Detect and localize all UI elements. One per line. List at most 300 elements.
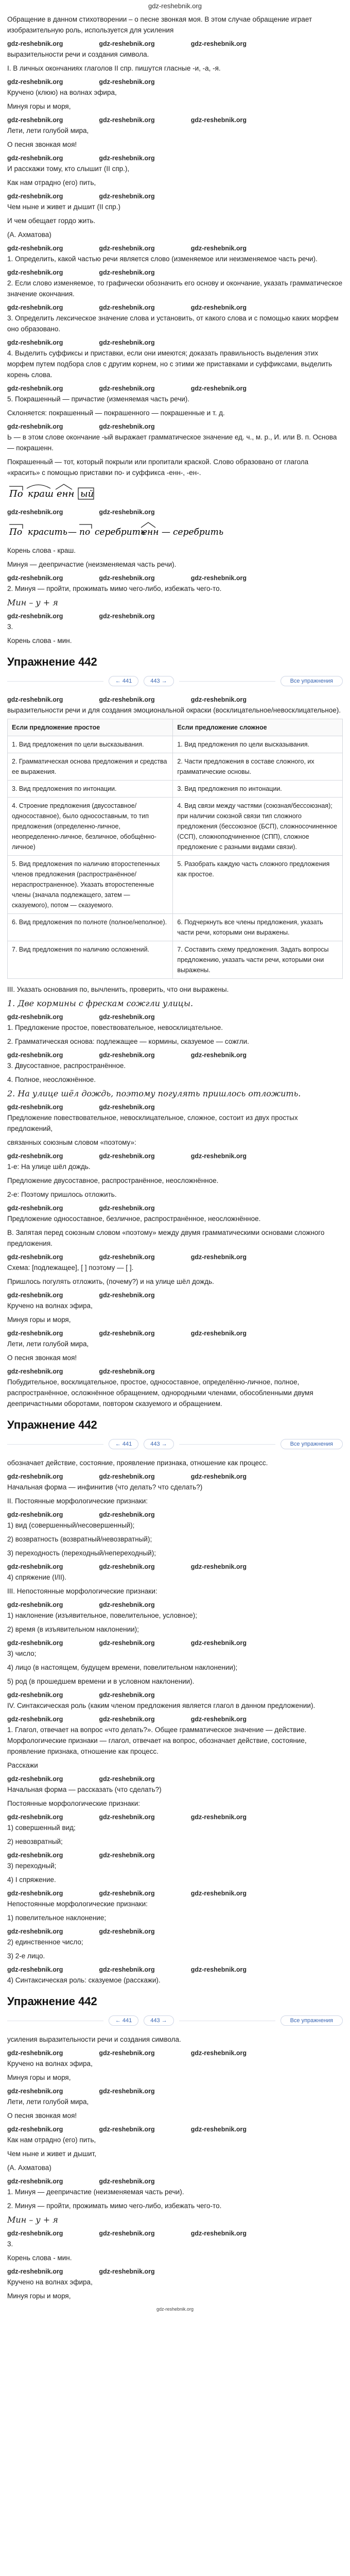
watermark-row [7,1203,343,1213]
table-cell: 3. Вид предложения по интонации. [173,781,343,798]
watermark: gdz-reshebnik.org [7,1890,63,1897]
watermark-row [7,2086,343,2096]
table-cell: 7. Вид предложения по наличию осложнений. [8,941,173,979]
watermark-row [7,694,343,705]
watermark: gdz-reshebnik.org [99,2049,155,2057]
watermark-row [7,1290,343,1300]
text-line: 3) переходность (переходный/непереходный); [7,1549,156,1557]
pager [7,2015,343,2026]
text-line: II. Постоянные морфологические признаки: [7,1497,148,1505]
watermark: gdz-reshebnik.org [99,1639,155,1647]
text-line: Схема: [подлежащее], [ ] поэтому — [ ]. [7,1264,134,1272]
text-line: Кручено на волнах эфира, [7,2278,93,2286]
watermark: gdz-reshebnik.org [99,1052,155,1059]
pager-prev-button[interactable]: ← 441 [109,676,138,686]
watermark: gdz-reshebnik.org [7,269,63,276]
watermark: gdz-reshebnik.org [7,1775,63,1783]
table-cell: 1. Вид предложения по цели высказывания. [173,736,343,753]
watermark: gdz-reshebnik.org [99,78,155,86]
watermark: gdz-reshebnik.org [99,1292,155,1299]
table-cell: 6. Вид предложения по полноте (полное/неполное). [8,914,173,941]
watermark: gdz-reshebnik.org [99,245,155,252]
text-line: 4) I спряжение. [7,1876,56,1884]
text-line: 4. Полное, неосложнённое. [7,1076,96,1083]
pager-next-button[interactable]: 443 → [144,2015,173,2026]
watermark: gdz-reshebnik.org [7,1292,63,1299]
watermark: gdz-reshebnik.org [7,1052,63,1059]
text-line: О песня звонкая моя! [7,2112,77,2120]
text-line: Лети, лети голубой мира, [7,1340,89,1348]
watermark: gdz-reshebnik.org [99,1890,155,1897]
text-line: 2. Грамматическая основа: подлежащее — кормины, сказуемое — сожгли. [7,1038,249,1045]
watermark: gdz-reshebnik.org [7,2178,63,2185]
part-3 [0,1995,350,2312]
table-row [8,941,343,979]
watermark: gdz-reshebnik.org [7,1966,63,1973]
watermark: gdz-reshebnik.org [99,193,155,200]
text-line: Как нам отрадно (его) пить, [7,2136,96,2144]
text-line: 3) переходный; [7,1862,57,1870]
watermark-row [7,1050,343,1060]
text-line: 2. Минуя — пройти, прожимать мимо чего-либо, избежать чего-то. [7,2202,222,2210]
text-line: 3) 2-е лицо. [7,1952,45,1960]
table-cell: 7. Составить схему предложения. Задать вопросы предложению, указать части речи, которыми они выражены. [173,941,343,979]
text-line: Лети, лети голубой мира, [7,127,89,134]
watermark: gdz-reshebnik.org [99,1330,155,1337]
watermark: gdz-reshebnik.org [190,116,247,124]
text-line: Начальная форма — инфинитив (что делать? что сделать?) [7,1483,203,1491]
section-title: Упражнение 442 [7,1995,97,2008]
site-top-label[interactable]: gdz-reshebnik.org [148,2,202,10]
watermark: gdz-reshebnik.org [7,155,63,162]
scheme-part-suffix: енн [57,488,75,499]
watermark-row [7,1252,343,1262]
watermark-row [7,1510,343,1520]
table-row [8,914,343,941]
watermark-row [7,77,343,87]
all-exercises-button[interactable]: Все упражнения [281,1439,343,1449]
text-line: 1. Предложение простое, повествовательное, невосклицательное. [7,1024,223,1031]
watermark: gdz-reshebnik.org [99,1511,155,1518]
watermark: gdz-reshebnik.org [99,1205,155,1212]
watermark: gdz-reshebnik.org [190,1253,247,1261]
watermark: gdz-reshebnik.org [190,304,247,311]
watermark: gdz-reshebnik.org [99,509,155,516]
watermark: gdz-reshebnik.org [99,2088,155,2095]
text-line: Постоянные морфологические признаки: [7,1800,141,1807]
watermark: gdz-reshebnik.org [99,696,155,703]
text-line: 4) спряжение (I/II). [7,1573,67,1581]
divider [179,1444,275,1445]
table-cell: 1. Вид предложения по цели высказывания. [8,736,173,753]
watermark: gdz-reshebnik.org [7,1330,63,1337]
watermark: gdz-reshebnik.org [7,2126,63,2133]
analysis-table [7,719,343,979]
table-row [8,781,343,798]
watermark: gdz-reshebnik.org [7,1639,63,1647]
pager-prev-button[interactable]: ← 441 [109,2015,138,2026]
table-cell: 3. Вид предложения по интонации. [8,781,173,798]
table-cell: 4. Вид связи между частями (союзная/бессоюзная); при наличии союзной связи тип сложного предложения (бессоюзное (БСП), сложносочиненное (ССП), сложноподчиненное (СПП), сложное предложение с разными видами связи). [173,798,343,856]
watermark: gdz-reshebnik.org [99,116,155,124]
text-line: 2-е: Поэтому пришлось отложить. [7,1191,117,1198]
scheme-part: серебрить [95,527,146,537]
watermark-row [7,302,343,313]
watermark: gdz-reshebnik.org [190,245,247,252]
watermark: gdz-reshebnik.org [7,1511,63,1518]
watermark: gdz-reshebnik.org [190,696,247,703]
text-line: 2) невозвратный; [7,1838,63,1845]
pager-next-button[interactable]: 443 → [144,1439,173,1449]
text-line: Побудительное, восклицательное, простое, односоставное, определённо-личное, полное, распространённое, осложнённое обращением, однородными членами, обособленными двумя деепричастными оборотами, повтором сказуемого и обращением. [7,1378,313,1408]
text-line: связанных союзным словом «поэтому»: [7,1139,136,1146]
scheme-part: енн [142,527,159,537]
watermark-row [7,1888,343,1899]
watermark: gdz-reshebnik.org [99,1368,155,1375]
text-line: О песня звонкая моя! [7,141,77,148]
watermark: gdz-reshebnik.org [7,339,63,346]
watermark: gdz-reshebnik.org [99,1814,155,1821]
text-line: 1. Определить, какой частью речи является слово (изменяемое или неизменяемое часть речи). [7,255,318,263]
text-line: Минуя горы и моря, [7,2292,71,2300]
all-exercises-button[interactable]: Все упражнения [281,676,343,686]
watermark: gdz-reshebnik.org [99,269,155,276]
text-line: 3. Двусоставное, распространённое. [7,1062,126,1070]
watermark-row [7,1562,343,1572]
watermark-row [7,1926,343,1937]
watermark-row [7,1151,343,1161]
watermark-row [7,507,343,517]
watermark: gdz-reshebnik.org [7,2230,63,2237]
watermark-row [7,1690,343,1700]
text-line: I. В личных окончаниях глаголов II спр. пишутся гласные -и, -а, -я. [7,64,221,72]
watermark: gdz-reshebnik.org [7,1153,63,1160]
scheme-part: по [79,527,91,537]
text-line: Предложение односоставное, безличное, распространённое, неосложнённое. [7,1215,261,1223]
text-line: III. Непостоянные морфологические признаки: [7,1587,157,1595]
formula: Мин – у + я [7,2215,58,2225]
text-line: выразительности речи и для создания эмоциональной окраски (восклицательное/невосклицательное). [7,706,341,714]
table-cell: 2. Грамматическая основа предложения и средства ее выражения. [8,753,173,781]
watermark-row [7,1638,343,1648]
text-line: 1) наклонение (изъявительное, повелительное, условное); [7,1612,197,1619]
text-line: 4) лицо (в настоящем, будущем времени, повелительном наклонении); [7,1664,238,1671]
watermark: gdz-reshebnik.org [99,1601,155,1608]
watermark: gdz-reshebnik.org [7,1368,63,1375]
watermark: gdz-reshebnik.org [99,613,155,620]
watermark: gdz-reshebnik.org [7,1928,63,1935]
morpheme-scheme-1 [7,481,151,503]
watermark: gdz-reshebnik.org [7,304,63,311]
watermark-row [7,1471,343,1482]
text-line: В. Запятая перед союзным словом «поэтому» между двумя грамматическими основами сложного предложения. [7,1229,325,1247]
watermark: gdz-reshebnik.org [99,2268,155,2275]
section-title: Упражнение 442 [7,655,97,668]
watermark-row [7,2176,343,2187]
watermark: gdz-reshebnik.org [190,1330,247,1337]
watermark: gdz-reshebnik.org [7,1716,63,1723]
pager [7,1439,343,1449]
scheme-part-prefix: По [9,488,23,499]
watermark: gdz-reshebnik.org [190,1966,247,1973]
watermark-row [7,2228,343,2239]
watermark: gdz-reshebnik.org [7,40,63,47]
text-line: Предложение двусоставное, распространённое, неосложнённое. [7,1177,219,1184]
handwritten-sentence-2: 2. На улице шёл дождь, поэтому погулять пришлось отложить. [7,1089,301,1098]
watermark: gdz-reshebnik.org [190,1639,247,1647]
text-line: III. Указать основания по, вычленить, проверить, что они выражены. [7,986,229,993]
text-line: 4. Выделить суффиксы и приставки, если они имеются; доказать правильность выделения этих морфем путем подбора слов с другим корнем, но с этими же приставками и суффиксами, выделить корень слова. [7,349,332,379]
watermark-row [7,1600,343,1610]
text-line: Минуя — деепричастие (неизменяемая часть речи). [7,561,177,568]
watermark: gdz-reshebnik.org [7,509,63,516]
watermark: gdz-reshebnik.org [99,1716,155,1723]
watermark-row [7,1774,343,1784]
watermark-row [7,1964,343,1975]
watermark: gdz-reshebnik.org [99,1775,155,1783]
watermark: gdz-reshebnik.org [7,193,63,200]
text-line: Кручено (клюю) на волнах эфира, [7,89,117,96]
text-line: Как нам отрадно (его) пить, [7,179,96,187]
text-line: 1. Минуя — деепричастие (неизменяемая часть речи). [7,2188,184,2196]
text-line: Минуя горы и моря, [7,2074,71,2081]
text-line: Кручено на волнах эфира, [7,2060,93,2067]
text-line: О песня звонкая моя! [7,1354,77,1362]
watermark-row [7,2266,343,2277]
watermark: gdz-reshebnik.org [99,1966,155,1973]
text-line: И расскажи тому, кто слышит (II спр.), [7,165,130,173]
watermark: gdz-reshebnik.org [7,574,63,582]
watermark: gdz-reshebnik.org [99,574,155,582]
watermark: gdz-reshebnik.org [99,1013,155,1021]
pager-next-button[interactable]: 443 → [144,676,173,686]
watermark: gdz-reshebnik.org [7,1691,63,1699]
text-line: 1) повелительное наклонение; [7,1914,107,1922]
watermark-row [7,115,343,125]
watermark: gdz-reshebnik.org [7,78,63,86]
watermark: gdz-reshebnik.org [99,1253,155,1261]
section-title: Упражнение 442 [7,1418,97,1431]
table-cell: 4. Строение предложения (двусоставное/односоставное), было односоставным, то тип предложения (определенно-личное, неопределенно-личное, безличное, обобщённо-личное) [8,798,173,856]
watermark: gdz-reshebnik.org [7,1814,63,1821]
all-exercises-button[interactable]: Все упражнения [281,2015,343,2026]
watermark: gdz-reshebnik.org [7,613,63,620]
table-cell: 5. Разобрать каждую часть сложного предложения как простое. [173,856,343,914]
watermark: gdz-reshebnik.org [7,1473,63,1480]
watermark: gdz-reshebnik.org [99,385,155,392]
watermark: gdz-reshebnik.org [99,2230,155,2237]
text-line: Обращение в данном стихотворении – о песне звонкая моя. В этом случае обращение играет изобразительную роль, используется для усиления [7,15,312,34]
watermark: gdz-reshebnik.org [190,2126,247,2133]
scheme-part: серебрить [173,527,224,537]
watermark: gdz-reshebnik.org [99,155,155,162]
watermark: gdz-reshebnik.org [190,574,247,582]
divider [179,681,275,682]
pager [7,676,343,686]
text-line: 3. [7,623,13,631]
watermark-row [7,2048,343,2058]
text-line: обозначает действие, состояние, проявление признака, отношение как процесс. [7,1459,268,1467]
watermark: gdz-reshebnik.org [99,1473,155,1480]
text-line: 2) возвратность (возвратный/невозвратный); [7,1535,152,1543]
watermark: gdz-reshebnik.org [99,1104,155,1111]
text-line: Пришлось погулять отложить, (почему?) и на улице шёл дождь. [7,1278,214,1285]
watermark: gdz-reshebnik.org [7,1852,63,1859]
watermark-row [7,337,343,348]
watermark: gdz-reshebnik.org [99,1852,155,1859]
table-row [8,798,343,856]
watermark: gdz-reshebnik.org [190,1890,247,1897]
divider [7,1444,103,1445]
watermark: gdz-reshebnik.org [99,1563,155,1570]
scheme-part-root: краш [28,488,54,499]
watermark: gdz-reshebnik.org [7,1563,63,1570]
text-line: 2) время (в изъявительном наклонении); [7,1625,139,1633]
watermark-row [7,1328,343,1338]
text-line: Минуя горы и моря, [7,103,71,110]
watermark: gdz-reshebnik.org [190,1563,247,1570]
table-header: Если предложение сложное [173,719,343,736]
watermark-row [7,1850,343,1860]
text-line: Предложение повествовательное, невосклицательное, сложное, состоит из двух простых предложений, [7,1114,298,1132]
text-line: 1. Глагол, отвечает на вопрос «что делать?». Общее грамматическое значение — действие. Морфологические признаки — глагол, отвечает на вопрос, обозначает действие, состояние, проявление признака, отношение как процесс. [7,1726,307,1755]
watermark-row [7,1366,343,1377]
scheme-part: красить [28,527,68,537]
scheme-separator: — [68,527,77,537]
scheme-part: По [9,527,23,537]
text-line: (А. Ахматова) [7,2164,51,2172]
watermark-row [7,573,343,583]
text-line: выразительности речи и создания символа. [7,50,149,58]
watermark: gdz-reshebnik.org [190,385,247,392]
watermark: gdz-reshebnik.org [99,1928,155,1935]
watermark-row [7,1102,343,1112]
watermark-row [7,243,343,253]
watermark-row [7,1012,343,1022]
text-line: 3) число; [7,1650,37,1657]
watermark: gdz-reshebnik.org [190,40,247,47]
watermark: gdz-reshebnik.org [190,1716,247,1723]
table-row [8,753,343,781]
watermark: gdz-reshebnik.org [7,1601,63,1608]
watermark: gdz-reshebnik.org [7,423,63,430]
watermark: gdz-reshebnik.org [190,2230,247,2237]
watermark-row [7,2124,343,2134]
text-line: Корень слова - мин. [7,637,72,645]
text-line: И чем обещает гордо жить. [7,217,96,225]
watermark: gdz-reshebnik.org [7,2049,63,2057]
text-line: Кручено на волнах эфира, [7,1302,93,1310]
text-line: Чем ныне и живет и дышит, [7,2150,96,2158]
text-line: Покрашенный — тот, который покрыли или пропитали краской. Слово образовано от глагола «красить» с помощью приставки по- и суффикса -енн-, -ен-. [7,458,309,477]
text-line: Расскажи [7,1761,38,1769]
table-row [8,856,343,914]
watermark-row [7,1812,343,1822]
table-cell: 5. Вид предложения по наличию второстепенных членов предложения (распространённое/нераспространенное). Указать второстепенные члены (значала подлежащего, затем — сказуемого), потом — сказуемого. [8,856,173,914]
watermark: gdz-reshebnik.org [190,1153,247,1160]
watermark: gdz-reshebnik.org [7,245,63,252]
watermark-row [7,191,343,201]
text-line: Склоняется: покрашенный — покрашенного — покрашенные и т. д. [7,409,225,417]
watermark: gdz-reshebnik.org [99,339,155,346]
text-line: 1) совершенный вид; [7,1824,76,1832]
root-mark [27,485,50,488]
text-line: Ь — в этом слове окончание -ый выражает грамматическое значение ед. ч., м. р., И. или В. п. Основа — покрашенн. [7,433,337,452]
text-line: Чем ныне и живет и дышит (II спр.) [7,203,121,211]
text-line: (А. Ахматова) [7,231,51,239]
text-line: 4) Синтаксическая роль: сказуемое (расскажи). [7,1976,161,1984]
part-1 [0,14,350,646]
table-row [8,736,343,753]
text-line: 5) род (в прошедшем времени и в условном наклонении). [7,1677,195,1685]
pager-prev-button[interactable]: ← 441 [109,1439,138,1449]
watermark: gdz-reshebnik.org [99,40,155,47]
table-cell: 2. Части предложения в составе сложного, их грамматические основы. [173,753,343,781]
morpheme-scheme-2 [7,519,295,541]
watermark: gdz-reshebnik.org [99,304,155,311]
text-line: IV. Синтаксическая роль (каким членом предложения является глагол в данном предложении). [7,1702,316,1709]
text-line: 2) единственное число; [7,1938,83,1946]
exercise-442-b [0,1418,350,1986]
text-line: усиления выразительности речи и создания символа. [7,2036,181,2043]
text-line: 1-е: На улице шёл дождь. [7,1163,91,1171]
watermark: gdz-reshebnik.org [99,2178,155,2185]
watermark-row [7,153,343,163]
text-line: 2. Если слово изменяемое, то графически обозначить его основу и окончание, указать грамматическое значение окончания. [7,279,343,298]
exercise-442-a [0,655,350,1409]
watermark: gdz-reshebnik.org [99,1691,155,1699]
watermark-row [7,1714,343,1724]
scheme-separator: — [162,527,170,537]
text-line: Минуя горы и моря, [7,1316,71,1324]
watermark-row [7,39,343,49]
table-header: Если предложение простое [8,719,173,736]
table-cell: 6. Подчеркнуть все члены предложения, указать части речи, которыми они выражены. [173,914,343,941]
watermark: gdz-reshebnik.org [190,1814,247,1821]
text-line: 2. Минуя — пройти, прожимать мимо чего-либо, избежать чего-то. [7,585,222,592]
watermark: gdz-reshebnik.org [7,1013,63,1021]
text-line: 3. Определить лексическое значение слова и установить, от какого слова и с помощью каких морфем оно образовано. [7,314,339,333]
watermark: gdz-reshebnik.org [7,2268,63,2275]
text-line: 3. [7,2240,13,2248]
watermark: gdz-reshebnik.org [190,1473,247,1480]
text-line: 1) вид (совершенный/несовершенный); [7,1521,135,1529]
text-line: Корень слова - мин. [7,2254,72,2262]
watermark: gdz-reshebnik.org [7,1205,63,1212]
scheme-part-ending: ый [80,488,94,499]
divider [7,681,103,682]
watermark: gdz-reshebnik.org [7,116,63,124]
watermark: gdz-reshebnik.org [7,1253,63,1261]
text-line: 5. Покрашенный — причастие (изменяемая часть речи). [7,395,190,403]
text-line: Непостоянные морфологические признаки: [7,1900,148,1908]
watermark: gdz-reshebnik.org [190,1052,247,1059]
watermark: gdz-reshebnik.org [99,1153,155,1160]
watermark: gdz-reshebnik.org [7,696,63,703]
footer-site-label[interactable]: gdz-reshebnik.org [156,2307,194,2312]
watermark-row [7,383,343,394]
handwritten-sentence-1: 1. Две кормины с фрескам сожгли улицы. [7,998,194,1008]
watermark: gdz-reshebnik.org [7,385,63,392]
watermark-row [7,267,343,278]
text-line: Корень слова - краш. [7,547,76,554]
text-line: Лети, лети голубой мира, [7,2098,89,2106]
watermark: gdz-reshebnik.org [7,1104,63,1111]
watermark: gdz-reshebnik.org [99,423,155,430]
text-line: Начальная форма — рассказать (что сделать?) [7,1786,162,1793]
watermark-row [7,421,343,432]
watermark: gdz-reshebnik.org [7,2088,63,2095]
